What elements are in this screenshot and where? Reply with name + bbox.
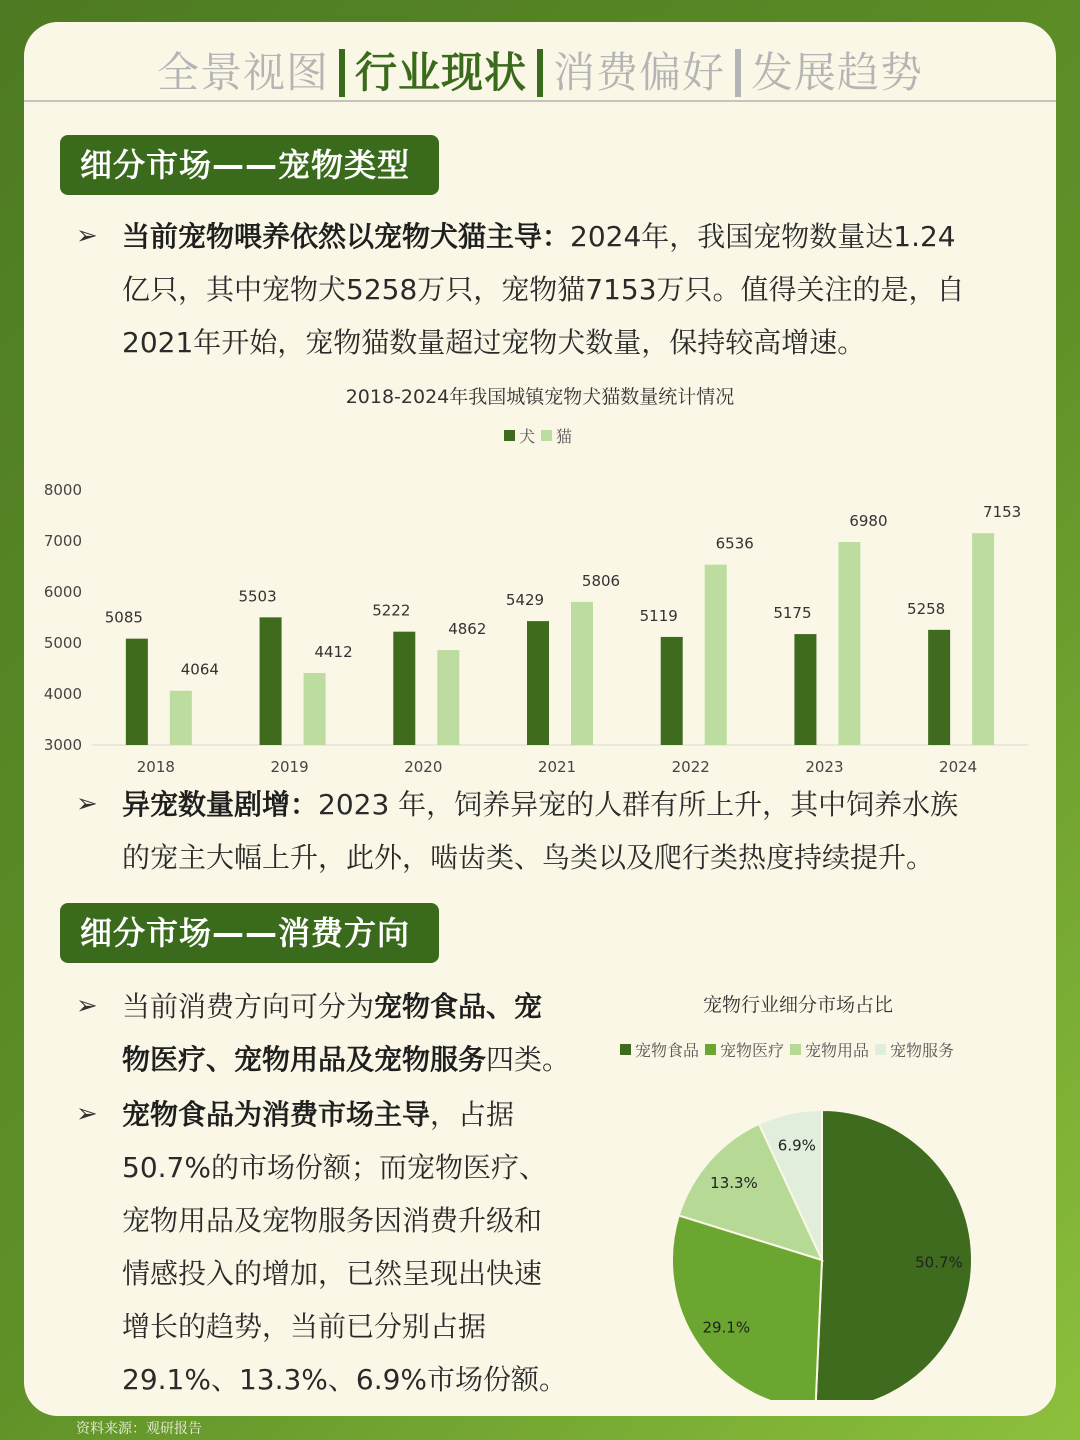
bar-chart-title: 2018-2024年我国城镇宠物犬猫数量统计情况	[345, 386, 735, 408]
paragraph-lead: 当前宠物喂养依然以宠物犬猫主导：	[122, 220, 571, 253]
data-label: 6980	[849, 512, 888, 531]
section-title-consumption: 细分市场——消费方向	[60, 903, 439, 963]
legend-item	[705, 1038, 784, 1061]
data-label: 4412	[314, 642, 353, 661]
data-label: 4862	[448, 620, 487, 639]
paragraph-text: 当前消费方向可分为	[122, 990, 375, 1023]
legend-label: 犬	[519, 427, 536, 446]
x-tick-label: 2024	[939, 758, 978, 776]
bar-dog-2022	[661, 637, 683, 745]
tab-consumer-preference[interactable]: 消费偏好	[553, 48, 726, 97]
data-label: 5085	[104, 608, 143, 627]
legend-label: 宠物医疗	[720, 1041, 785, 1060]
pie-slice-label: 29.1%	[702, 1318, 751, 1337]
nav-divider	[24, 100, 1056, 102]
paragraph-lead: 宠物食品为消费市场主导	[122, 1098, 431, 1131]
data-label: 4064	[180, 660, 219, 679]
x-tick-label: 2019	[270, 758, 309, 776]
legend-swatch	[705, 1044, 716, 1055]
paragraph-text: 的宠主大幅上升，此外，啮齿类、鸟类以及爬行类热度持续提升。	[122, 841, 935, 874]
paragraph-text: 亿只，其中宠物犬5258万只，宠物猫7153万只。值得关注的是，自	[122, 273, 965, 306]
pie-slice-label: 13.3%	[710, 1173, 758, 1192]
bar-cat-2024	[972, 533, 994, 745]
data-label: 7153	[983, 503, 1022, 522]
data-label: 6536	[715, 534, 754, 553]
y-tick-label: 4000	[43, 685, 82, 703]
data-label: 5175	[773, 604, 812, 623]
x-tick-label: 2018	[136, 758, 175, 776]
pie-slice-label: 6.9%	[777, 1136, 816, 1155]
legend-label: 宠物食品	[635, 1041, 700, 1060]
data-label: 5119	[639, 606, 678, 625]
legend-item-dog	[504, 424, 535, 447]
bar-dog-2024	[928, 630, 950, 745]
y-tick-label: 5000	[43, 634, 82, 652]
pie-chart	[624, 1070, 1024, 1400]
paragraph-text: 2021年开始，宠物猫数量超过宠物犬数量，保持较高增速。	[122, 326, 866, 359]
paragraph-text: 2024年，我国宠物数量达1.24	[570, 220, 956, 253]
paragraph-text: ，占据	[430, 1098, 515, 1131]
x-tick-label: 2020	[404, 758, 443, 776]
legend-item	[620, 1038, 699, 1061]
bar-dog-2021	[527, 621, 549, 745]
bar-cat-2018	[170, 691, 192, 745]
paragraph-food-dominance	[76, 1088, 602, 1406]
data-label: 5503	[238, 587, 277, 606]
data-label: 5806	[581, 571, 621, 590]
x-tick-label: 2022	[671, 758, 710, 776]
bar-dog-2020	[393, 632, 415, 745]
pie-chart-legend	[620, 1038, 960, 1061]
legend-swatch	[875, 1044, 886, 1055]
arrow-bullet-icon: ➢	[76, 991, 98, 1021]
data-label: 5222	[372, 601, 411, 620]
paragraph-text: 2023 年，饲养异宠的人群有所上升，其中饲养水族	[318, 788, 959, 821]
y-tick-label: 6000	[43, 583, 82, 601]
bar-cat-2023	[838, 542, 860, 745]
paragraph-text: 情感投入的增加，已然呈现出快速	[122, 1257, 543, 1290]
paragraph-lead: 异宠数量剧增：	[122, 788, 319, 821]
pie-slice-label: 50.7%	[915, 1253, 963, 1272]
bar-dog-2023	[794, 634, 816, 745]
paragraph-bold: 宠物食品、宠	[374, 990, 543, 1023]
content-card	[24, 22, 1056, 1416]
data-label: 5429	[505, 591, 545, 610]
x-tick-label: 2021	[537, 758, 577, 776]
section-title-pet-type: 细分市场——宠物类型	[60, 135, 439, 195]
bar-cat-2022	[705, 565, 727, 745]
top-nav	[24, 40, 1056, 106]
paragraph-exotic-pets	[76, 778, 1022, 884]
paragraph-pet-dominance	[76, 210, 1022, 369]
y-tick-label: 3000	[43, 736, 82, 754]
bar-dog-2018	[126, 639, 148, 745]
bar-chart	[24, 452, 1056, 792]
legend-label: 宠物服务	[890, 1041, 955, 1060]
tab-industry-status[interactable]: 行业现状	[354, 48, 527, 97]
legend-label: 宠物用品	[805, 1041, 870, 1060]
arrow-bullet-icon: ➢	[76, 1099, 98, 1129]
bar-cat-2021	[571, 602, 593, 745]
legend-swatch	[620, 1044, 631, 1055]
source-note: 资料来源：观研报告	[76, 1421, 202, 1437]
paragraph-text: 增长的趋势，当前已分别占据	[122, 1310, 487, 1343]
bar-cat-2019	[304, 673, 326, 745]
data-label: 5258	[907, 599, 946, 618]
legend-label: 猫	[556, 427, 573, 446]
paragraph-text: 四类。	[486, 1043, 571, 1076]
pie-chart-title: 宠物行业细分市场占比	[702, 994, 893, 1016]
arrow-bullet-icon: ➢	[76, 221, 98, 251]
y-tick-label: 7000	[43, 532, 82, 550]
paragraph-bold: 物医疗、宠物用品及宠物服务	[122, 1043, 487, 1076]
bar-dog-2019	[260, 617, 282, 745]
bar-cat-2020	[437, 650, 459, 745]
y-tick-label: 8000	[43, 481, 82, 499]
paragraph-consumption-categories	[76, 980, 602, 1086]
legend-swatch	[790, 1044, 801, 1055]
paragraph-text: 29.1%、13.3%、6.9%市场份额。	[122, 1363, 568, 1396]
legend-item-cat	[541, 424, 572, 447]
tab-overview[interactable]: 全景视图	[156, 48, 329, 97]
bar-chart-legend	[504, 424, 578, 447]
x-tick-label: 2023	[805, 758, 844, 776]
legend-item	[875, 1038, 954, 1061]
tab-development-trend[interactable]: 发展趋势	[751, 48, 924, 97]
paragraph-text: 宠物用品及宠物服务因消费升级和	[122, 1204, 543, 1237]
paragraph-text: 50.7%的市场份额；而宠物医疗、	[122, 1151, 547, 1184]
arrow-bullet-icon: ➢	[76, 789, 98, 819]
legend-item	[790, 1038, 869, 1061]
